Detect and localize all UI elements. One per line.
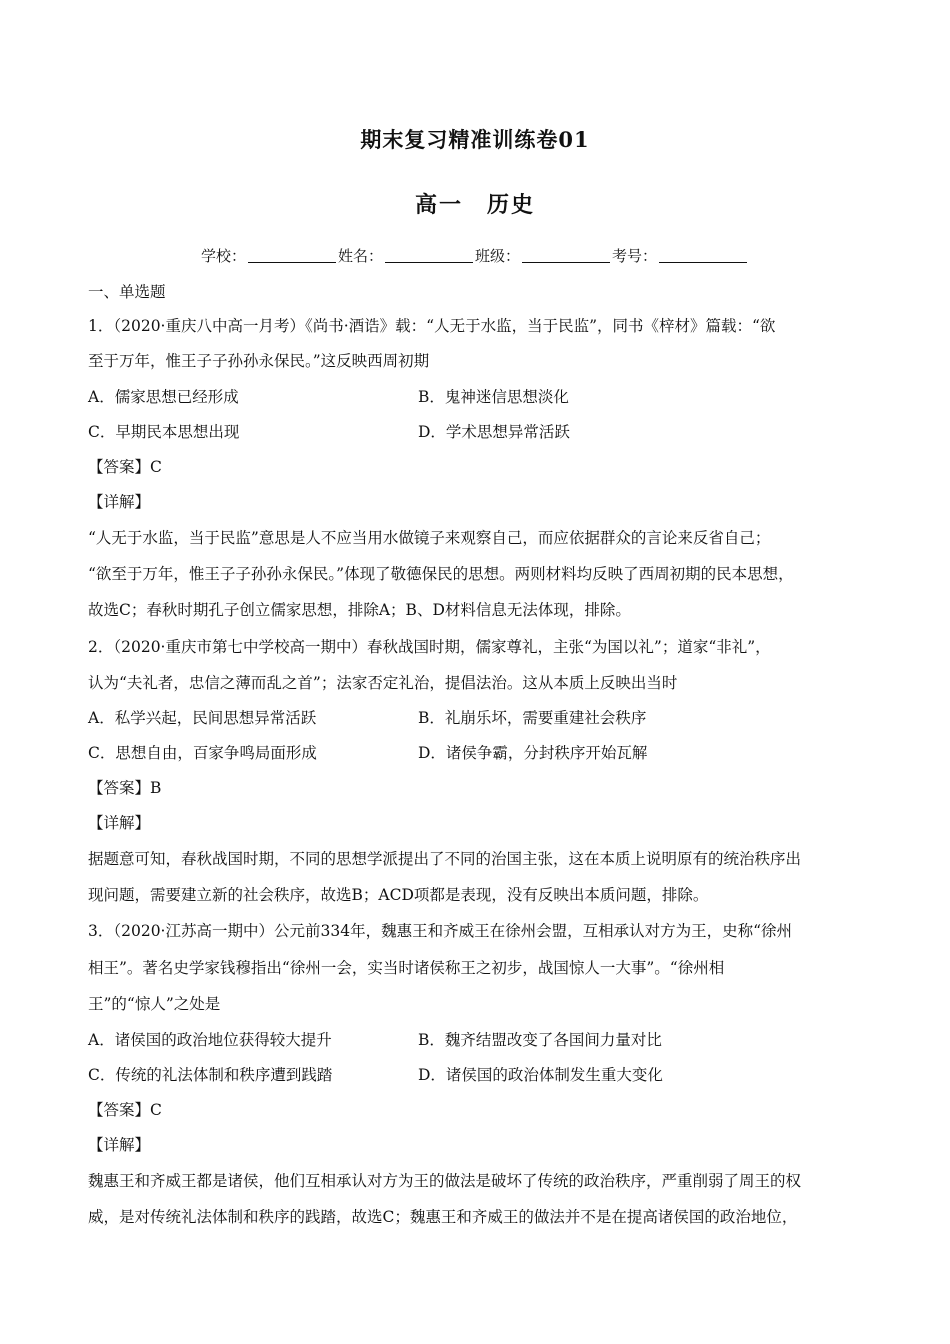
class-blank (522, 248, 610, 263)
question-1-option-b: B．鬼神迷信思想淡化 (418, 388, 569, 406)
question-3-option-c: C．传统的礼法体制和秩序遭到践踏 (88, 1066, 333, 1084)
question-3-detail-label: 【详解】 (88, 1136, 151, 1154)
question-2-option-c: C．思想自由，百家争鸣局面形成 (88, 744, 317, 762)
question-3-option-a: A．诸侯国的政治地位获得较大提升 (88, 1031, 332, 1049)
question-1-detail-line-2: “欲至于万年，惟王子子孙孙永保民。”体现了敬德保民的思想。两则材料均反映了西周初期的民本思想， (88, 565, 794, 583)
question-1-option-c: C．早期民本思想出现 (88, 423, 240, 441)
school-label: 学校： (200, 247, 246, 265)
question-2-stem-line-1: 2．（2020·重庆市第七中学校高一期中）春秋战国时期，儒家尊礼，主张“为国以礼”；道家“非礼”， (88, 638, 771, 656)
exam-subtitle: 高一 历史 (414, 192, 535, 218)
question-2-option-a: A．私学兴起，民间思想异常活跃 (88, 709, 317, 727)
exam-number-label: 考号： (612, 247, 658, 265)
question-3-option-d: D．诸侯国的政治体制发生重大变化 (418, 1066, 663, 1084)
class-label: 班级： (475, 247, 521, 265)
name-blank (385, 248, 473, 263)
question-1-answer: 【答案】C (88, 458, 162, 476)
question-3-option-b: B．魏齐结盟改变了各国间力量对比 (418, 1031, 662, 1049)
question-2-stem-line-2: 认为“夫礼者，忠信之薄而乱之首”；法家否定礼治，提倡法治。这从本质上反映出当时 (88, 674, 678, 692)
school-blank (248, 248, 336, 263)
question-2-answer: 【答案】B (88, 779, 162, 797)
question-3-stem-line-2: 相王”。著名史学家钱穆指出“徐州一会，实当时诸侯称王之初步，战国惊人一大事”。“徐州相 (88, 959, 725, 977)
question-1-option-d: D．学术思想异常活跃 (418, 423, 570, 441)
question-2-option-b: B．礼崩乐坏，需要重建社会秩序 (418, 709, 647, 727)
section-heading: 一、单选题 (88, 283, 166, 301)
question-2-option-d: D．诸侯争霸，分封秩序开始瓦解 (418, 744, 648, 762)
question-1-stem-line-2: 至于万年，惟王子子孙孙永保民。”这反映西周初期 (88, 352, 430, 370)
exam-number-blank (659, 248, 747, 263)
exam-title: 期末复习精准训练卷01 (360, 127, 590, 152)
question-3-answer: 【答案】C (88, 1101, 162, 1119)
question-1-stem-line-1: 1．（2020·重庆八中高一月考）《尚书·酒诰》载：“人无于水监，当于民监”，同书《梓材》篇载：“欲 (88, 317, 776, 335)
question-2-detail-label: 【详解】 (88, 814, 151, 832)
name-label: 姓名： (337, 247, 383, 265)
question-3-stem-line-3: 王”的“惊人”之处是 (88, 995, 221, 1013)
question-3-detail-line-1: 魏惠王和齐威王都是诸侯，他们互相承认对方为王的做法是破坏了传统的政治秩序，严重削弱了周王的权 (88, 1172, 802, 1190)
question-1-option-a: A．儒家思想已经形成 (88, 388, 239, 406)
question-1-detail-line-3: 故选C；春秋时期孔子创立儒家思想，排除A；B、D材料信息无法体现，排除。 (88, 601, 631, 619)
question-1-detail-label: 【详解】 (88, 493, 151, 511)
question-1-detail-line-1: “人无于水监，当于民监”意思是人不应当用水做镜子来观察自己，而应依据群众的言论来反省自己； (88, 529, 771, 547)
question-3-detail-line-2: 威，是对传统礼法体制和秩序的践踏，故选C；魏惠王和齐威王的做法并不是在提高诸侯国的政治地位， (88, 1208, 798, 1226)
question-3-stem-line-1: 3．（2020·江苏高一期中）公元前334年，魏惠王和齐威王在徐州会盟，互相承认对方为王，史称“徐州 (88, 922, 792, 940)
question-2-detail-line-2: 现问题，需要建立新的社会秩序，故选B；ACD项都是表现，没有反映出本质问题，排除。 (88, 886, 709, 904)
student-info-row (0, 245, 950, 266)
question-2-detail-line-1: 据题意可知，春秋战国时期，不同的思想学派提出了不同的治国主张，这在本质上说明原有的统治秩序出 (88, 850, 802, 868)
